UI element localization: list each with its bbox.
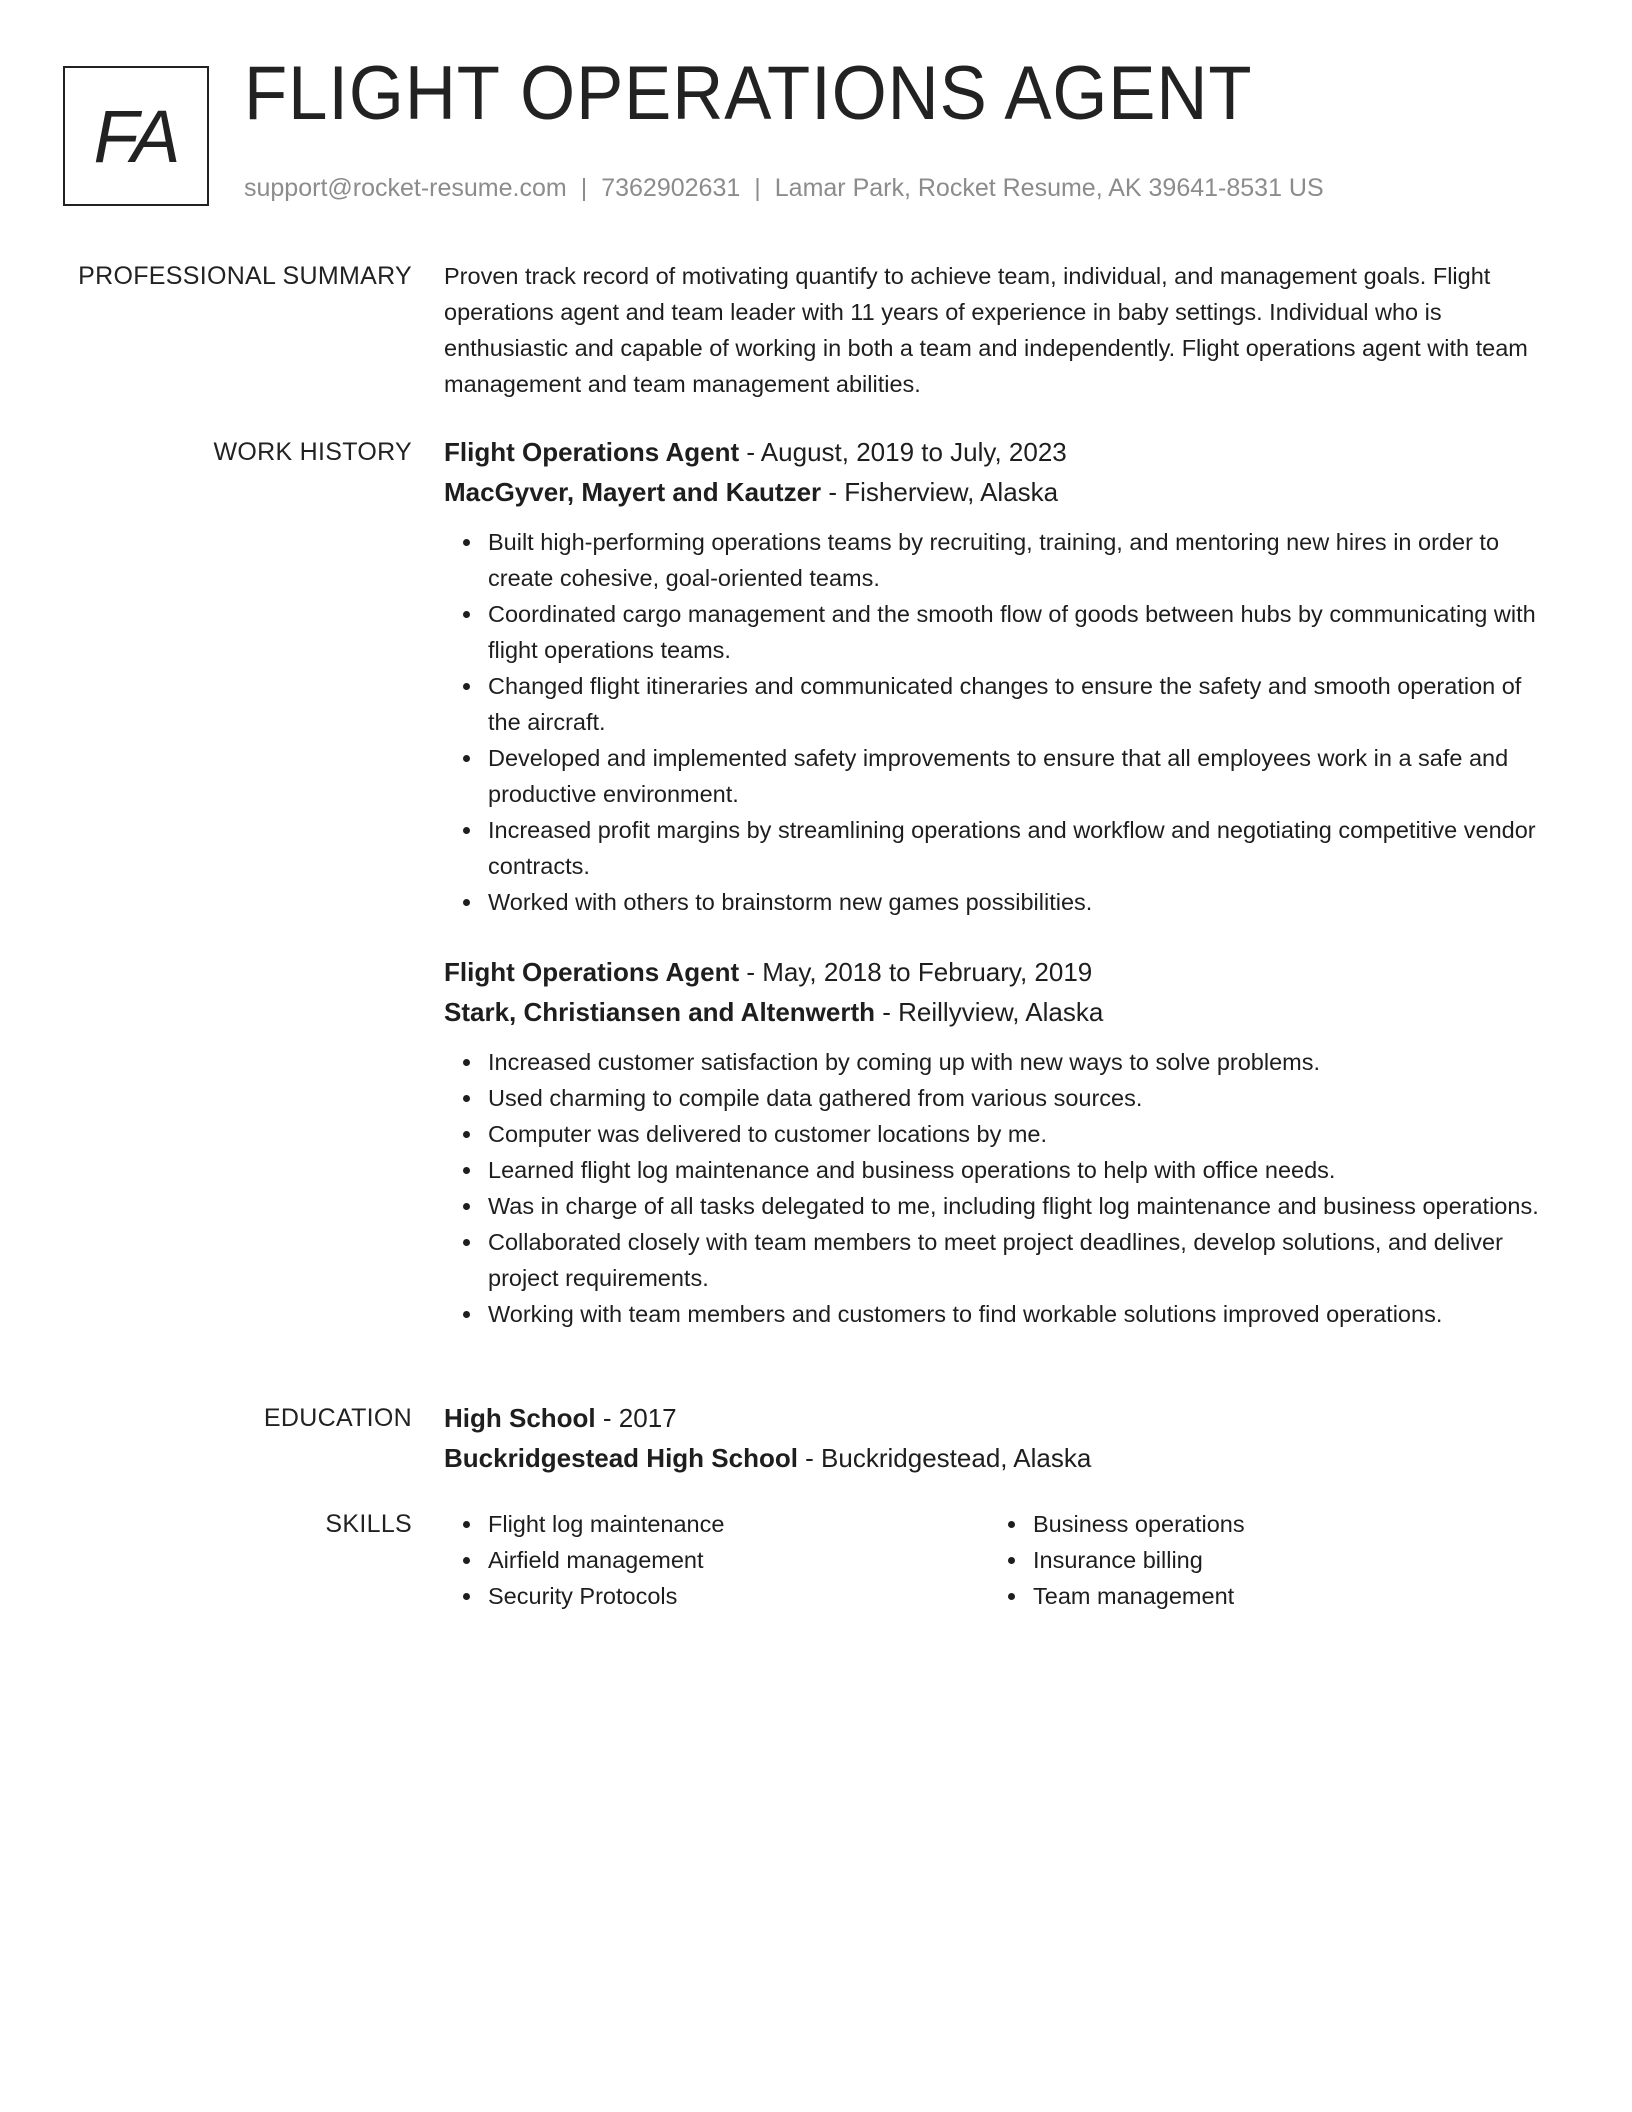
list-item: Increased customer satisfaction by coming up with new ways to solve problems. xyxy=(488,1044,1556,1080)
skill-item: Business operations xyxy=(1033,1506,1534,1542)
job-bullet-list xyxy=(444,524,1556,920)
list-item: Working with team members and customers to find workable solutions improved operations. xyxy=(488,1296,1556,1332)
skill-item: Insurance billing xyxy=(1033,1542,1534,1578)
section-label-education: EDUCATION xyxy=(263,1404,412,1432)
list-item: Developed and implemented safety improvements to ensure that all employees work in a safe and productive environment. xyxy=(488,740,1556,812)
job-title: Flight Operations Agent xyxy=(444,957,740,987)
list-item: Worked with others to brainstorm new games possibilities. xyxy=(488,884,1556,920)
education-degree: High School xyxy=(444,1403,596,1433)
list-item: Collaborated closely with team members to meet project deadlines, develop solutions, and deliver project requirements. xyxy=(488,1224,1556,1296)
education-entry xyxy=(444,1398,1556,1478)
summary-text: Proven track record of motivating quantify to achieve team, individual, and management goals. Flight operations agent and team leader with 11 years of experience in baby settings. Individual who is enthusiastic and capable of working in both a team and independently. Flight operations agent with team management and team management abilities. xyxy=(444,263,1528,397)
job-bullet-list xyxy=(444,1044,1556,1332)
job-location: - Fisherview, Alaska xyxy=(821,477,1059,507)
list-item: Changed flight itineraries and communicated changes to ensure the safety and smooth operation of the aircraft. xyxy=(488,668,1556,740)
monogram-logo: FA xyxy=(63,66,209,206)
skill-item: Security Protocols xyxy=(488,1578,989,1614)
list-item: Increased profit margins by streamlining operations and workflow and negotiating competitive vendor contracts. xyxy=(488,812,1556,884)
job-title-line xyxy=(444,952,1556,992)
job-entry xyxy=(444,952,1556,1332)
page-title: FLIGHT OPERATIONS AGENT xyxy=(244,51,1253,136)
contact-line xyxy=(244,174,1324,203)
contact-phone[interactable]: 7362902631 xyxy=(601,174,741,202)
skill-item: Flight log maintenance xyxy=(488,1506,989,1542)
section-label-skills: SKILLS xyxy=(325,1510,412,1538)
section-label-work-history: WORK HISTORY xyxy=(213,438,412,466)
education-location: - Buckridgestead, Alaska xyxy=(797,1443,1092,1473)
skills-list-left xyxy=(444,1506,989,1614)
contact-address: Lamar Park, Rocket Resume, AK 39641-8531 US xyxy=(774,174,1324,202)
job-entry xyxy=(444,432,1556,920)
job-title-line xyxy=(444,432,1556,472)
contact-separator: | xyxy=(754,174,761,202)
list-item: Coordinated cargo management and the smooth flow of goods between hubs by communicating with flight operations teams. xyxy=(488,596,1556,668)
job-company: MacGyver, Mayert and Kautzer xyxy=(444,477,822,507)
education-year: - 2017 xyxy=(595,1403,677,1433)
job-dates: - August, 2019 to July, 2023 xyxy=(739,437,1067,467)
list-item: Learned flight log maintenance and business operations to help with office needs. xyxy=(488,1152,1556,1188)
job-location: - Reillyview, Alaska xyxy=(875,997,1104,1027)
education-school-line xyxy=(444,1438,1556,1478)
list-item: Used charming to compile data gathered from various sources. xyxy=(488,1080,1556,1116)
skill-item: Airfield management xyxy=(488,1542,989,1578)
skills-list-right xyxy=(989,1506,1534,1614)
section-label-summary: PROFESSIONAL SUMMARY xyxy=(78,262,412,290)
skills-grid xyxy=(444,1506,1556,1614)
job-title: Flight Operations Agent xyxy=(444,437,740,467)
contact-email[interactable]: support@rocket-resume.com xyxy=(244,174,567,202)
job-company-line xyxy=(444,472,1556,512)
job-dates: - May, 2018 to February, 2019 xyxy=(739,957,1093,987)
education-degree-line xyxy=(444,1398,1556,1438)
list-item: Built high-performing operations teams by recruiting, training, and mentoring new hires in order to create cohesive, goal-oriented teams. xyxy=(488,524,1556,596)
list-item: Was in charge of all tasks delegated to me, including flight log maintenance and business operations. xyxy=(488,1188,1556,1224)
skill-item: Team management xyxy=(1033,1578,1534,1614)
job-company: Stark, Christiansen and Altenwerth xyxy=(444,997,876,1027)
job-company-line xyxy=(444,992,1556,1032)
contact-separator: | xyxy=(580,174,588,202)
list-item: Computer was delivered to customer locations by me. xyxy=(488,1116,1556,1152)
education-school: Buckridgestead High School xyxy=(444,1443,798,1473)
